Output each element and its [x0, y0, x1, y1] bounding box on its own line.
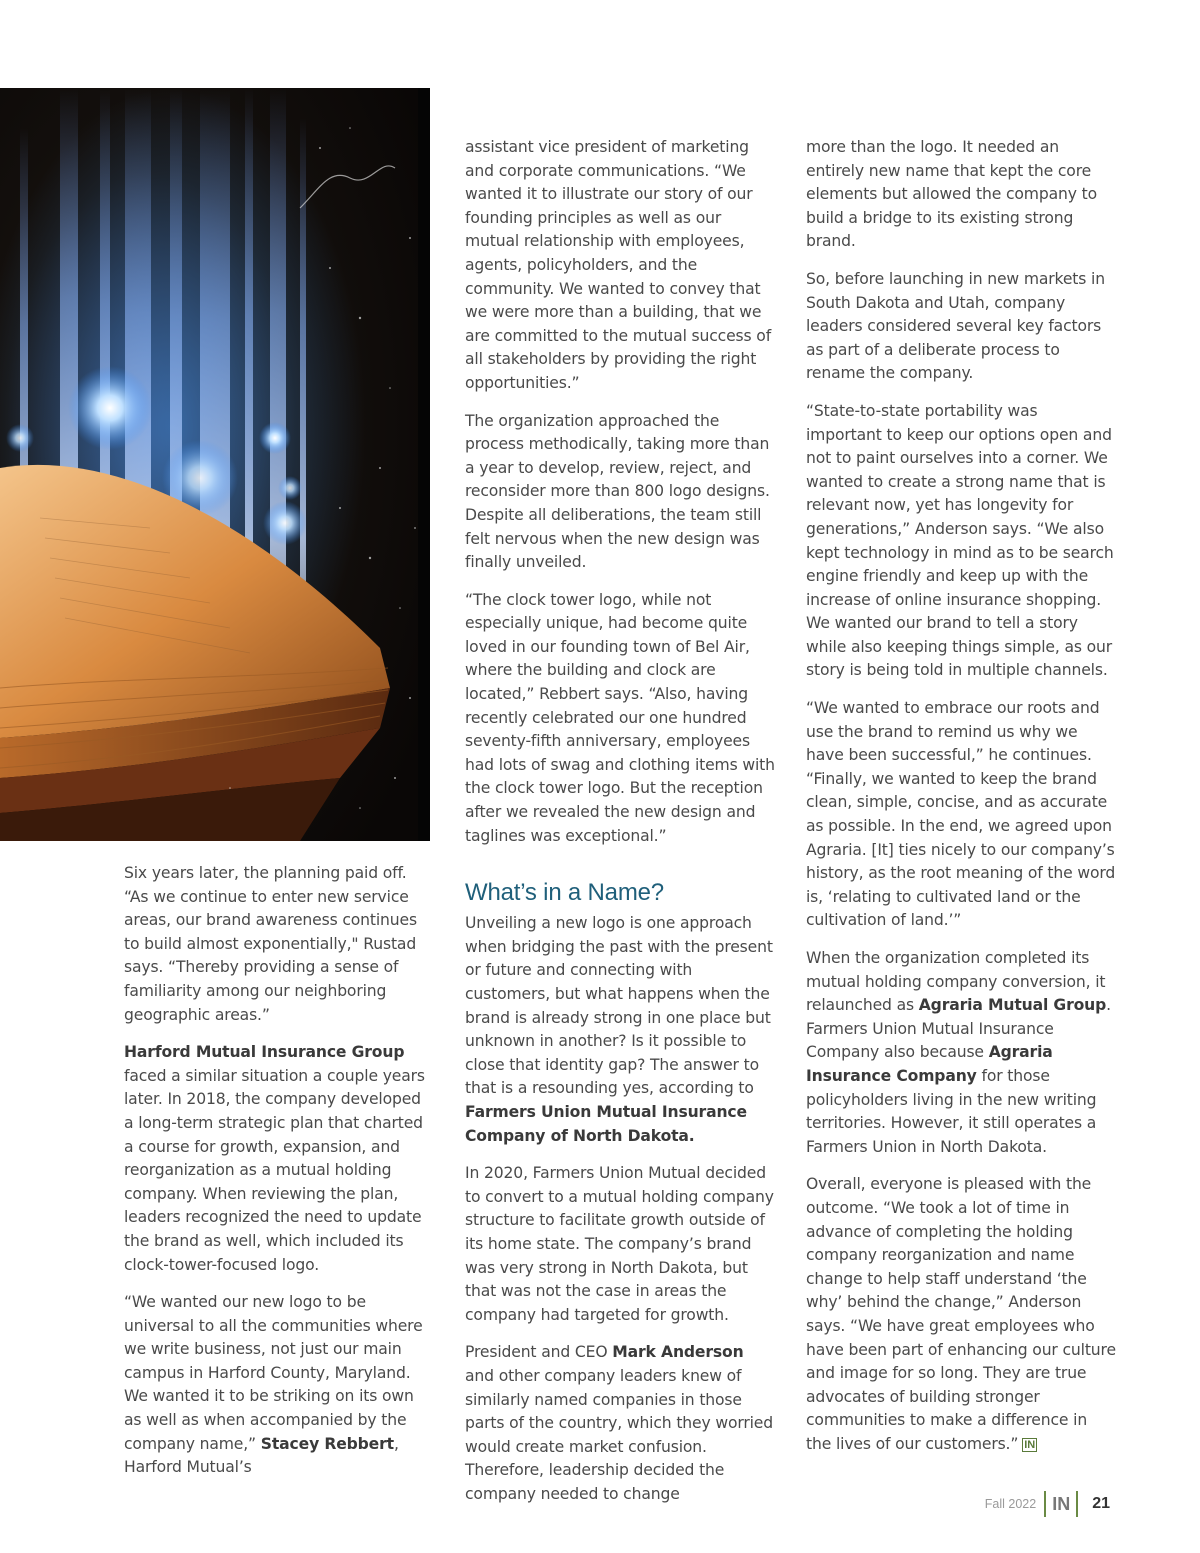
glowing-book-illustration	[0, 88, 430, 841]
paragraph-text: When the organization completed its mutual holding company conversion, it relaunched as	[806, 949, 1106, 1015]
end-of-article-icon: IN	[1024, 1438, 1035, 1451]
magazine-logo: IN	[1044, 1491, 1078, 1517]
paragraph-text: “We wanted our new logo to be universal to all the communities where we write business, not just our main campus in Harford County, Maryland. We wanted it to be striking on its own as well as when accompanied by the company name,”	[124, 1293, 423, 1453]
page-footer	[985, 1489, 1110, 1519]
paragraph: So, before launching in new markets in South Dakota and Utah, company leaders considered several key factors as part of a deliberate process to rename the company.	[806, 269, 1105, 383]
person-name: Stacey Rebbert	[260, 1434, 394, 1453]
paragraph-text: faced a similar situation a couple years later. In 2018, the company developed a long-term strategic plan that charted a course for growth, expansion, and reorganization as a mutual holding company. When reviewing the plan, leaders recognized the need to update the brand as well, which included its clock-tower-focused logo.	[124, 1066, 425, 1274]
book-photo	[0, 88, 430, 841]
paragraph-text: , Harford Mutual’s	[124, 1434, 399, 1477]
paragraph: “The clock tower logo, while not especially unique, had become quite loved in our founding town of Bel Air, where the building and clock are located,” Rebbert says. “Also, having recently celebrated our one hundred seventy-fifth anniversary, employees had lots of swag and clothing items with the clock tower logo. But the reception after we revealed the new design and taglines was exceptional.”	[465, 590, 775, 845]
paragraph: assistant vice president of marketing and corporate communications. “We wanted it to illustrate our story of our founding principles as well as our mutual relationship with employees, agents, policyholders, and the community. We wanted to convey that we were more than a building, that we are committed to the mutual success of all stakeholders by providing the right opportunities.”	[465, 138, 772, 392]
paragraph-text: . Farmers Union Mutual Insurance Company also because	[806, 996, 1111, 1062]
paragraph	[124, 1041, 434, 1277]
person-name: Mark Anderson	[612, 1343, 744, 1362]
article-column-2	[465, 136, 775, 1520]
company-name: Harford Mutual Insurance Group	[124, 1043, 405, 1062]
paragraph-text: for those policyholders living in the new writing territories. However, it still operates a Farmers Union in North Dakota.	[806, 1066, 1097, 1156]
issue-label: Fall 2022	[984, 1497, 1037, 1511]
company-name: Agraria Insurance Company	[806, 1043, 1053, 1085]
article-column-1	[124, 862, 434, 1494]
paragraph: “State-to-state portability was important to keep our options open and not to paint ourselves into a corner. We wanted to create a strong name that is relevant now, yet has longevity for generations,” Anderson says. “We also kept technology in mind as to be search engine friendly and keep up with the increase of online insurance shopping. We wanted our brand to tell a story while also keeping things simple, as our story is being told in multiple channels.	[806, 401, 1114, 680]
article-column-3	[806, 136, 1116, 1470]
paragraph	[124, 1291, 434, 1480]
paragraph-text: Unveiling a new logo is one approach when bridging the past with the present or future and connecting with customers, but what happens when the brand is already strong in one place but unknown in another? Is it possible to close that identity gap? The answer to that is a resounding yes, according to	[465, 914, 773, 1098]
company-name: Agraria Mutual Group	[918, 996, 1107, 1015]
paragraph: Six years later, the planning paid off. “As we continue to enter new service areas, our brand awareness continues to build almost exponentially," Rustad says. “Thereby providing a sense of familiarity among our neighboring geographic areas.”	[124, 864, 417, 1024]
paragraph: “We wanted to embrace our roots and use the brand to remind us why we have been successful,” he continues. “Finally, we wanted to keep the brand clean, simple, concise, and as accurate as possible. In the end, we agreed upon Agraria. [It] ties nicely to our company’s history, as the root meaning of the word is, ‘relating to cultivated land or the cultivation of land.’”	[806, 699, 1116, 930]
paragraph: In 2020, Farmers Union Mutual decided to convert to a mutual holding company structure to facilitate growth outside of its home state. The company’s brand was very strong in North Dakota, but that was not the case in areas the company had targeted for growth.	[465, 1164, 774, 1324]
paragraph-text: President and CEO	[465, 1343, 613, 1362]
paragraph	[465, 912, 775, 1148]
paragraph	[806, 1173, 1116, 1456]
page-number: 21	[1092, 1495, 1110, 1512]
paragraph-text: Overall, everyone is pleased with the outcome. “We took a lot of time in advance of completing the holding company reorganization and name change to help staff understand ‘the why’ behind the change,” Anderson says. “We have great employees who have been part of enhancing our culture and image for so long. They are true advocates of building stronger communities to make a difference in the lives of our customers.”	[806, 1175, 1116, 1453]
section-heading: What’s in a Name?	[465, 879, 664, 907]
paragraph: more than the logo. It needed an entirely new name that kept the core elements but allowed the company to build a bridge to its existing strong brand.	[806, 138, 1097, 251]
paragraph	[465, 1341, 775, 1506]
paragraph	[806, 947, 1116, 1159]
paragraph: The organization approached the process methodically, taking more than a year to develop, review, reject, and reconsider more than 800 logo designs. Despite all deliberations, the team still felt nervous when the new design was finally unveiled.	[465, 411, 770, 572]
company-name: Farmers Union Mutual Insurance Company of North Dakota.	[465, 1102, 747, 1145]
paragraph-text: and other company leaders knew of similarly named companies in those parts of the country, which they worried would create market confusion. Therefore, leadership decided the company needed to change	[465, 1366, 773, 1503]
